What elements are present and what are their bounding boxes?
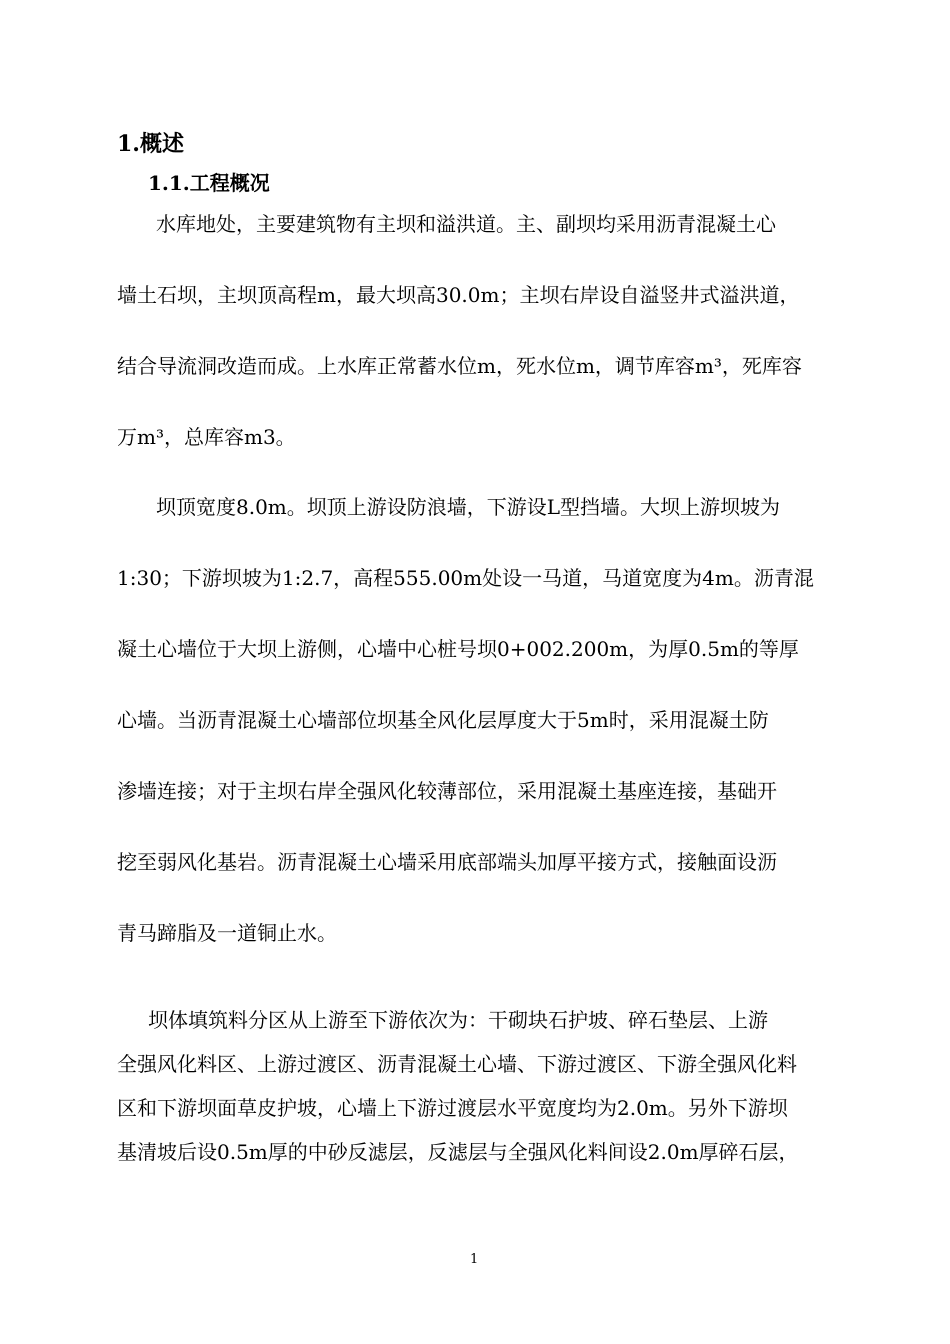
paragraph-3-line-3: 区和下游坝面草皮护坡，心墙上下游过渡层水平宽度均为2.0m。另外下游坝 bbox=[117, 1096, 788, 1120]
paragraph-2-line-3: 凝土心墙位于大坝上游侧，心墙中心桩号坝0+002.200m，为厚0.5m的等厚 bbox=[117, 637, 799, 661]
paragraph-3-line-2: 全强风化料区、上游过渡区、沥青混凝土心墙、下游过渡区、下游全强风化料 bbox=[117, 1052, 797, 1076]
paragraph-2-line-4: 心墙。当沥青混凝土心墙部位坝基全风化层厚度大于5m时，采用混凝土防 bbox=[117, 708, 769, 732]
paragraph-2-line-7: 青马蹄脂及一道铜止水。 bbox=[117, 921, 337, 945]
paragraph-1-line-4: 万m³，总库容m3。 bbox=[117, 425, 296, 449]
subsection-heading: 1.1.工程概况 bbox=[148, 171, 270, 195]
paragraph-2-line-6: 挖至弱风化基岩。沥青混凝土心墙采用底部端头加厚平接方式，接触面设沥 bbox=[117, 850, 777, 874]
paragraph-3-line-1: 坝体填筑料分区从上游至下游依次为：干砌块石护坡、碎石垫层、上游 bbox=[148, 1008, 768, 1032]
paragraph-1-line-1: 水库地处，主要建筑物有主坝和溢洪道。主、副坝均采用沥青混凝土心 bbox=[156, 212, 776, 236]
paragraph-1-line-3: 结合导流洞改造而成。上水库正常蓄水位m，死水位m，调节库容m³，死库容 bbox=[117, 354, 802, 378]
paragraph-2-line-2: 1:30；下游坝坡为1:2.7，高程555.00m处设一马道，马道宽度为4m。沥青混 bbox=[117, 566, 814, 590]
page-number: 1 bbox=[470, 1252, 479, 1267]
paragraph-3-line-4: 基清坡后设0.5m厚的中砂反滤层，反滤层与全强风化料间设2.0m厚碎石层， bbox=[117, 1140, 799, 1164]
paragraph-2-line-5: 渗墙连接；对于主坝右岸全强风化较薄部位，采用混凝土基座连接，基础开 bbox=[117, 779, 777, 803]
paragraph-1-line-2: 墙土石坝，主坝顶高程m，最大坝高30.0m；主坝右岸设自溢竖井式溢洪道， bbox=[117, 283, 800, 307]
paragraph-2-line-1: 坝顶宽度8.0m。坝顶上游设防浪墙，下游设L型挡墙。大坝上游坝坡为 bbox=[156, 495, 781, 519]
section-heading: 1.概述 bbox=[117, 131, 184, 157]
